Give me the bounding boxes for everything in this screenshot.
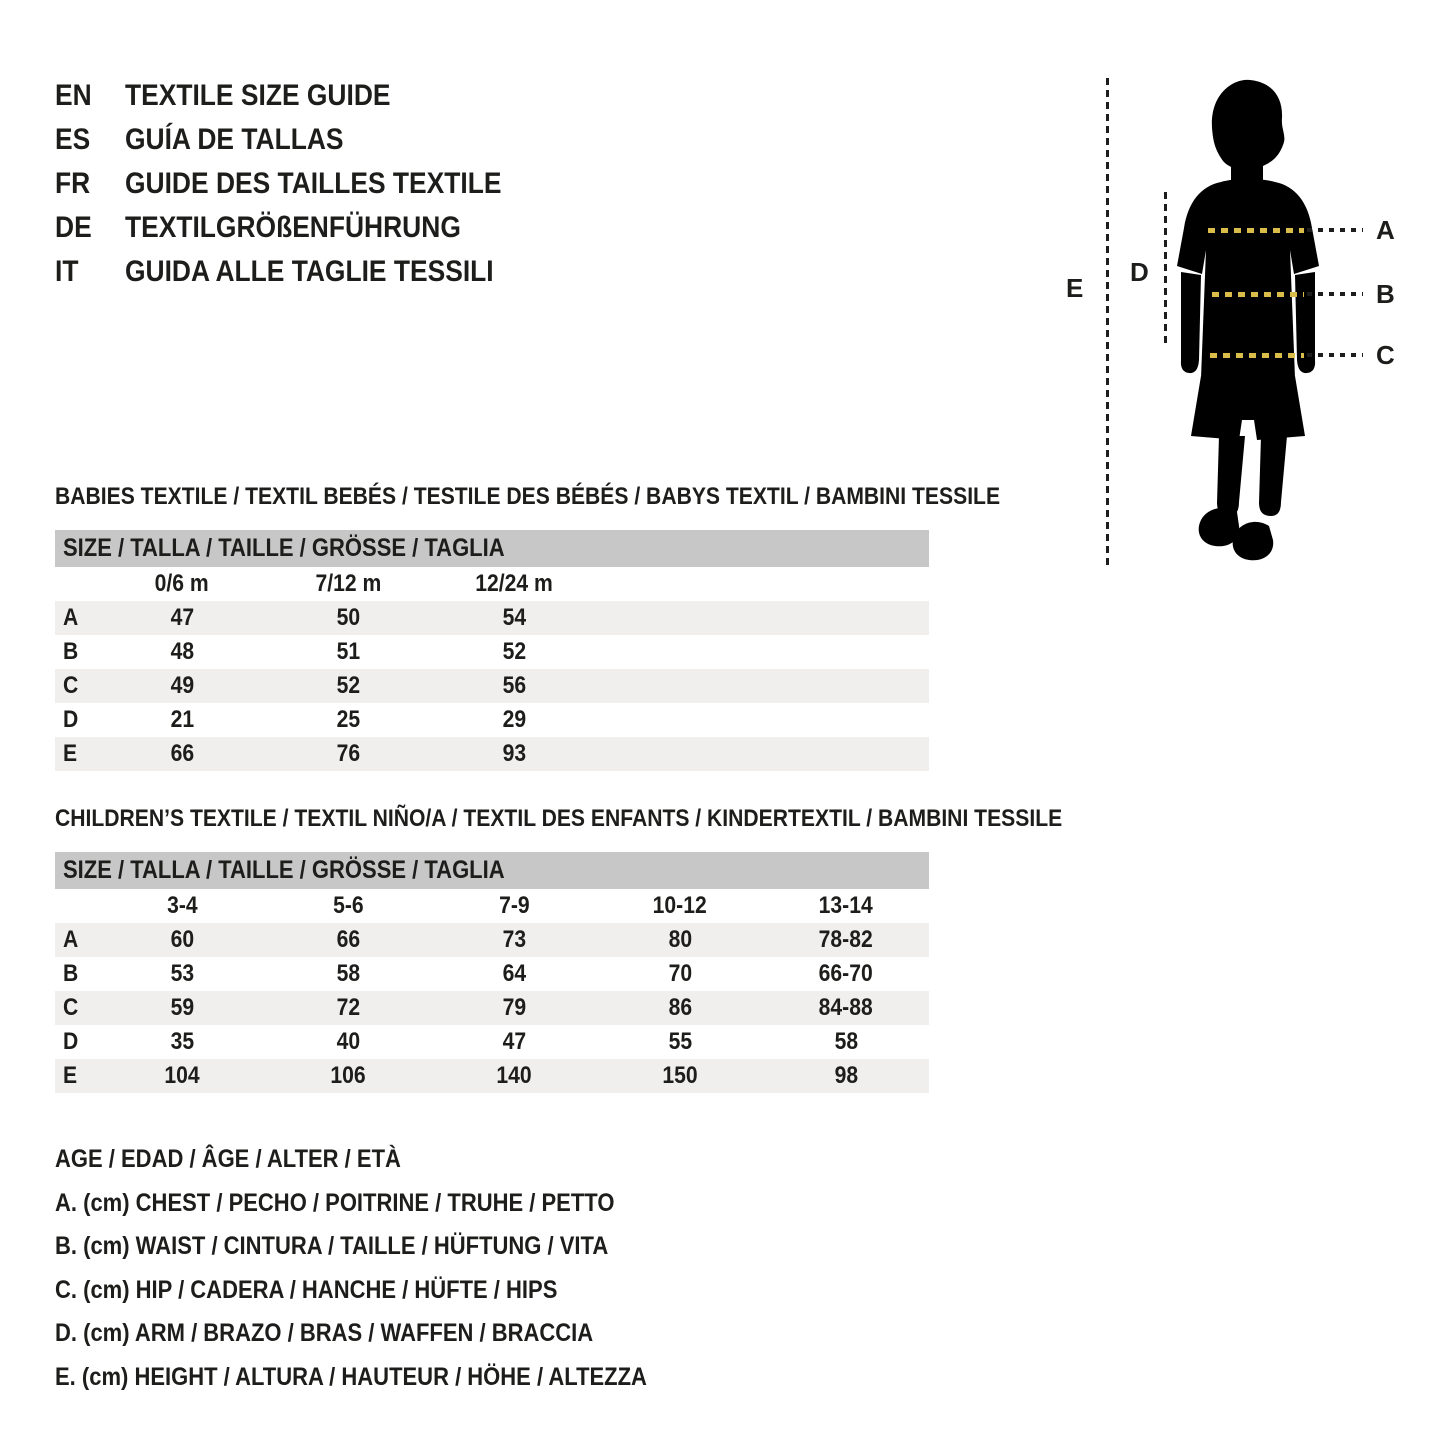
column-header-cell bbox=[99, 892, 265, 920]
legend-line-text: AGE / EDAD / ÂGE / ALTER / ETÀ bbox=[55, 1145, 401, 1174]
language-row bbox=[55, 206, 553, 250]
table-cell-value: 47 bbox=[170, 604, 194, 631]
measurement-legend bbox=[55, 1138, 728, 1399]
row-letter-text: E bbox=[63, 1062, 78, 1089]
table-cell-value: 66-70 bbox=[818, 960, 874, 987]
table-row bbox=[55, 737, 929, 771]
child-silhouette-figure bbox=[1175, 78, 1335, 568]
row-letter-cell bbox=[55, 672, 99, 700]
table-cell-value: 50 bbox=[336, 604, 360, 631]
chest-measure-dashes-yellow bbox=[1208, 228, 1304, 233]
column-header-text: 0/6 m bbox=[154, 570, 210, 597]
column-header-cell bbox=[99, 570, 265, 598]
table-cell bbox=[431, 926, 597, 954]
language-code bbox=[55, 123, 125, 157]
row-letter-cell bbox=[55, 1028, 99, 1056]
column-header-text: 3-4 bbox=[166, 892, 198, 919]
table-cell bbox=[431, 960, 597, 988]
table-row bbox=[55, 601, 929, 635]
table-cell-value: 93 bbox=[502, 740, 526, 767]
waist-measure-dashes-yellow bbox=[1212, 292, 1304, 297]
legend-line-text: A. (cm) CHEST / PECHO / POITRINE / TRUHE / PETTO bbox=[55, 1188, 615, 1217]
babies-section-title bbox=[55, 483, 1129, 511]
babies-size-table bbox=[55, 530, 929, 771]
table-cell-value: 29 bbox=[502, 706, 526, 733]
table-cell-value: 76 bbox=[336, 740, 360, 767]
row-letter-text: C bbox=[63, 672, 79, 699]
table-cell bbox=[265, 926, 431, 954]
language-row bbox=[55, 74, 553, 118]
row-letter-cell bbox=[55, 994, 99, 1022]
table-cell-value: 79 bbox=[502, 994, 526, 1021]
table-cell-value: 51 bbox=[336, 638, 360, 665]
column-header-cell bbox=[431, 892, 597, 920]
table-cell bbox=[265, 1062, 431, 1090]
table-size-header bbox=[55, 852, 929, 889]
table-cell bbox=[597, 994, 763, 1022]
row-letter-cell bbox=[55, 638, 99, 666]
table-cell bbox=[265, 960, 431, 988]
table-cell bbox=[99, 926, 265, 954]
table-cell bbox=[265, 672, 431, 700]
table-cell bbox=[763, 960, 929, 988]
table-cell bbox=[597, 960, 763, 988]
row-letter-text: A bbox=[63, 926, 79, 953]
table-cell-value: 60 bbox=[170, 926, 194, 953]
table-cell bbox=[99, 706, 265, 734]
table-cell bbox=[99, 960, 265, 988]
table-cell bbox=[99, 604, 265, 632]
language-row bbox=[55, 118, 553, 162]
language-code bbox=[55, 167, 125, 201]
legend-line bbox=[55, 1356, 728, 1400]
table-cell-value: 66 bbox=[336, 926, 360, 953]
row-letter-cell bbox=[55, 740, 99, 768]
language-code-text: IT bbox=[55, 255, 79, 288]
table-cell bbox=[597, 1062, 763, 1090]
table-cell-value: 150 bbox=[662, 1062, 698, 1089]
table-cell bbox=[99, 994, 265, 1022]
legend-line-text: E. (cm) HEIGHT / ALTURA / HAUTEUR / HÖHE / ALTEZZA bbox=[55, 1362, 647, 1391]
legend-line bbox=[55, 1312, 728, 1356]
hip-measure-dashes-black bbox=[1307, 353, 1363, 357]
table-row bbox=[55, 923, 929, 957]
table-cell bbox=[265, 1028, 431, 1056]
table-cell bbox=[265, 740, 431, 768]
figure-label-arm: D bbox=[1130, 257, 1149, 287]
babies-section-title-text: BABIES TEXTILE / TEXTIL BEBÉS / TESTILE DES BÉBÉS / BABYS TEXTIL / BAMBINI TESSILE bbox=[55, 483, 1001, 510]
children-section-title bbox=[55, 805, 1200, 833]
table-cell-value: 70 bbox=[668, 960, 692, 987]
table-column-header-row bbox=[55, 889, 929, 923]
table-cell-value: 104 bbox=[164, 1062, 200, 1089]
table-column-header-row bbox=[55, 567, 929, 601]
silhouette-shorts bbox=[1191, 376, 1305, 440]
table-cell-value: 64 bbox=[502, 960, 526, 987]
table-cell-value: 140 bbox=[496, 1062, 532, 1089]
table-row bbox=[55, 1059, 929, 1093]
language-title-text: GUIDE DES TAILLES TEXTILE bbox=[125, 167, 502, 200]
table-cell-value: 106 bbox=[330, 1062, 366, 1089]
table-cell bbox=[431, 672, 597, 700]
table-cell-value: 52 bbox=[502, 638, 526, 665]
language-row bbox=[55, 250, 553, 294]
table-cell-value: 40 bbox=[336, 1028, 360, 1055]
language-title-text: TEXTILGRÖßENFÜHRUNG bbox=[125, 211, 461, 244]
column-header-text: 7-9 bbox=[498, 892, 530, 919]
column-header-text: 12/24 m bbox=[475, 570, 553, 597]
children-section-title-text: CHILDREN’S TEXTILE / TEXTIL NIÑO/A / TEXTIL DES ENFANTS / KINDERTEXTIL / BAMBINI TESSILE bbox=[55, 805, 1063, 832]
legend-line bbox=[55, 1182, 728, 1226]
children-size-table bbox=[55, 852, 929, 1093]
table-cell bbox=[265, 604, 431, 632]
legend-line-text: B. (cm) WAIST / CINTURA / TAILLE / HÜFTUNG / VITA bbox=[55, 1232, 609, 1261]
silhouette-left-leg bbox=[1217, 436, 1245, 516]
table-cell bbox=[99, 1028, 265, 1056]
language-code-text: EN bbox=[55, 79, 92, 112]
figure-label-height: E bbox=[1066, 273, 1084, 303]
column-header-cell bbox=[265, 892, 431, 920]
table-cell bbox=[431, 740, 597, 768]
table-cell bbox=[431, 604, 597, 632]
table-cell-value: 80 bbox=[668, 926, 692, 953]
legend-line bbox=[55, 1269, 728, 1313]
table-cell-value: 86 bbox=[668, 994, 692, 1021]
chest-measure-dashes-black bbox=[1307, 228, 1363, 232]
table-cell bbox=[265, 994, 431, 1022]
table-cell-value: 55 bbox=[668, 1028, 692, 1055]
legend-line-text: D. (cm) ARM / BRAZO / BRAS / WAFFEN / BRACCIA bbox=[55, 1319, 594, 1348]
language-code bbox=[55, 211, 125, 245]
table-row bbox=[55, 703, 929, 737]
legend-line bbox=[55, 1138, 728, 1182]
column-header-text: 7/12 m bbox=[315, 570, 381, 597]
table-cell-value: 59 bbox=[170, 994, 194, 1021]
table-cell-value: 49 bbox=[170, 672, 194, 699]
table-cell bbox=[597, 1028, 763, 1056]
silhouette-left-arm bbox=[1181, 272, 1201, 373]
table-cell-value: 58 bbox=[336, 960, 360, 987]
language-title-text: GUÍA DE TALLAS bbox=[125, 123, 344, 156]
row-letter-cell bbox=[55, 1062, 99, 1090]
legend-line-text: C. (cm) HIP / CADERA / HANCHE / HÜFTE / HIPS bbox=[55, 1275, 558, 1304]
row-letter-text: D bbox=[63, 706, 79, 733]
table-row bbox=[55, 991, 929, 1025]
table-row bbox=[55, 669, 929, 703]
table-cell-value: 48 bbox=[170, 638, 194, 665]
table-cell-value: 78-82 bbox=[818, 926, 874, 953]
table-cell bbox=[763, 926, 929, 954]
column-header-text: 13-14 bbox=[818, 892, 874, 919]
table-cell-value: 58 bbox=[834, 1028, 858, 1055]
table-cell bbox=[763, 1062, 929, 1090]
table-cell-value: 72 bbox=[336, 994, 360, 1021]
table-cell-value: 21 bbox=[170, 706, 194, 733]
language-code-text: ES bbox=[55, 123, 91, 156]
row-letter-text: A bbox=[63, 604, 79, 631]
row-letter-text: E bbox=[63, 740, 78, 767]
hip-measure-dashes-yellow bbox=[1210, 353, 1304, 358]
language-title-block bbox=[55, 74, 553, 294]
table-cell-value: 47 bbox=[502, 1028, 526, 1055]
table-cell bbox=[431, 994, 597, 1022]
table-cell bbox=[99, 638, 265, 666]
figure-label-hip: C bbox=[1376, 340, 1395, 370]
table-cell-value: 53 bbox=[170, 960, 194, 987]
table-size-header bbox=[55, 530, 929, 567]
silhouette-right-leg bbox=[1259, 436, 1287, 516]
table-cell bbox=[431, 706, 597, 734]
row-letter-cell bbox=[55, 706, 99, 734]
column-header-cell bbox=[597, 892, 763, 920]
table-cell bbox=[431, 1062, 597, 1090]
table-cell bbox=[99, 740, 265, 768]
table-cell-value: 25 bbox=[336, 706, 360, 733]
row-letter-text: D bbox=[63, 1028, 79, 1055]
table-cell bbox=[763, 1028, 929, 1056]
table-row bbox=[55, 635, 929, 669]
column-header-cell bbox=[763, 892, 929, 920]
table-row bbox=[55, 1025, 929, 1059]
language-title-text: GUIDA ALLE TAGLIE TESSILI bbox=[125, 255, 494, 288]
table-size-header-text: SIZE / TALLA / TAILLE / GRÖSSE / TAGLIA bbox=[63, 856, 505, 884]
table-cell bbox=[431, 1028, 597, 1056]
language-row bbox=[55, 162, 553, 206]
language-code-text: DE bbox=[55, 211, 92, 244]
figure-label-chest: A bbox=[1376, 215, 1395, 245]
table-cell-value: 35 bbox=[170, 1028, 194, 1055]
arm-measure-line-D bbox=[1164, 192, 1167, 344]
table-cell bbox=[265, 706, 431, 734]
column-header-text: 5-6 bbox=[332, 892, 364, 919]
figure-label-waist: B bbox=[1376, 279, 1395, 309]
table-row bbox=[55, 957, 929, 991]
language-title-text: TEXTILE SIZE GUIDE bbox=[125, 79, 391, 112]
row-letter-text: C bbox=[63, 994, 79, 1021]
table-cell-value: 98 bbox=[834, 1062, 858, 1089]
row-letter-cell bbox=[55, 926, 99, 954]
row-letter-text: B bbox=[63, 638, 79, 665]
table-cell-value: 52 bbox=[336, 672, 360, 699]
table-cell bbox=[597, 926, 763, 954]
table-cell bbox=[431, 638, 597, 666]
language-code bbox=[55, 255, 125, 289]
legend-line bbox=[55, 1225, 728, 1269]
language-code bbox=[55, 79, 125, 113]
table-size-header-text: SIZE / TALLA / TAILLE / GRÖSSE / TAGLIA bbox=[63, 534, 505, 562]
table-cell-value: 56 bbox=[502, 672, 526, 699]
table-cell-value: 66 bbox=[170, 740, 194, 767]
table-cell-value: 73 bbox=[502, 926, 526, 953]
row-letter-cell bbox=[55, 960, 99, 988]
row-letter-text: B bbox=[63, 960, 79, 987]
row-letter-cell bbox=[55, 604, 99, 632]
table-cell bbox=[763, 994, 929, 1022]
waist-measure-dashes-black bbox=[1307, 292, 1363, 296]
table-cell-value: 84-88 bbox=[818, 994, 874, 1021]
table-cell bbox=[99, 672, 265, 700]
table-cell bbox=[265, 638, 431, 666]
table-cell-value: 54 bbox=[502, 604, 526, 631]
column-header-text: 10-12 bbox=[652, 892, 708, 919]
column-header-cell bbox=[431, 570, 597, 598]
column-header-cell bbox=[265, 570, 431, 598]
language-code-text: FR bbox=[55, 167, 91, 200]
table-cell bbox=[99, 1062, 265, 1090]
